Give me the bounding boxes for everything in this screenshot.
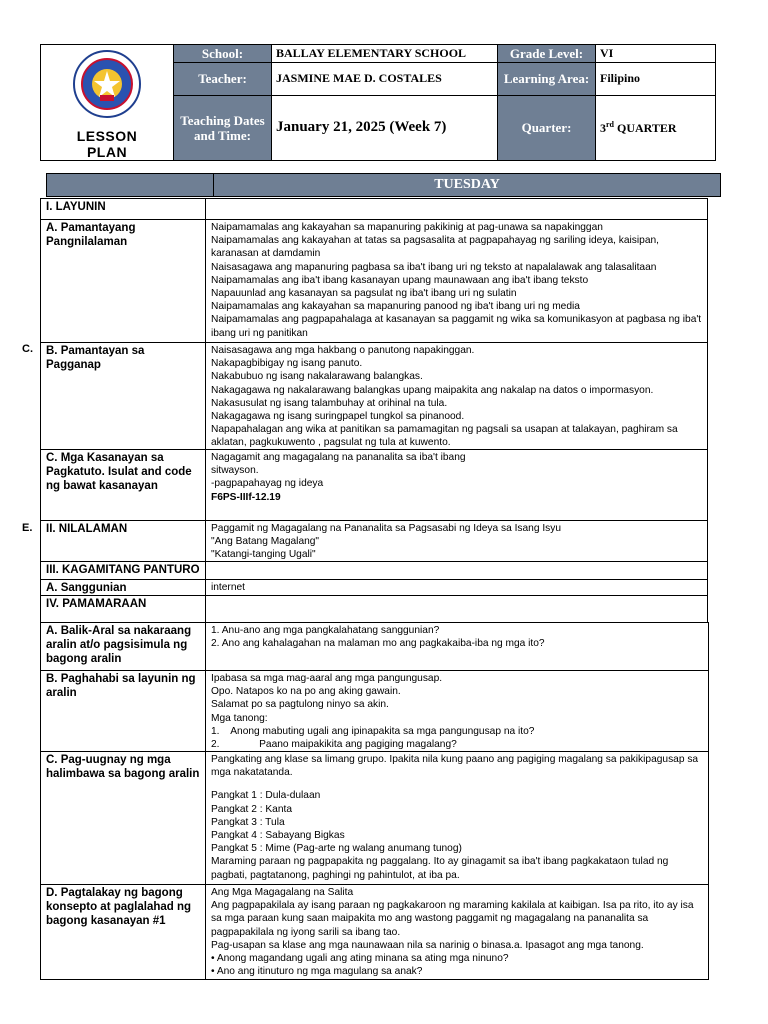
grade-label: Grade Level: bbox=[498, 45, 596, 63]
nilalaman-line: "Katangi-tanging Ugali" bbox=[211, 549, 316, 561]
teacher-label: Teacher: bbox=[174, 62, 272, 95]
kasanayan-label: C. Mga Kasanayan sa Pagkatuto. Isulat and code ng bawat kasanayan bbox=[41, 450, 206, 520]
pagtalakay-line: • Ano ang itinuturo ng mga magulang sa anak? bbox=[211, 966, 423, 978]
paguugnay-content bbox=[206, 752, 708, 884]
row-layunin bbox=[40, 198, 708, 220]
marker-e: E. bbox=[22, 522, 33, 534]
pamantayang-line: Naipamamalas ang kakayahan sa mapanuring panood ng iba't ibang uri ng media bbox=[211, 301, 580, 313]
pagganap-label: B. Pamantayan sa Pagganap bbox=[41, 343, 206, 449]
logo-cell bbox=[41, 45, 174, 161]
row-kagamitan bbox=[40, 561, 708, 580]
day-header-blank bbox=[47, 174, 214, 196]
kasanayan-line: sitwayson. bbox=[211, 465, 259, 477]
pamantayang-line: Naipamamalas ang kakayahan sa mapanuring pakikinig at pag-unawa sa napakinggan bbox=[211, 222, 603, 233]
lesson-header-table bbox=[40, 44, 716, 161]
lesson-plan-title bbox=[45, 128, 169, 160]
day-header-bar bbox=[46, 173, 721, 197]
pamantayang-line: Napauunlad ang kasanayan sa pagsulat ng iba't ibang uri ng sulatin bbox=[211, 288, 517, 300]
school-label: School: bbox=[174, 45, 272, 63]
quarter-label: Quarter: bbox=[498, 95, 596, 160]
paguugnay-group: Pangkat 1 : Dula-dulaan bbox=[211, 790, 321, 802]
pagganap-line: Nakasusulat ng isang talambuhay at orihinal na tula. bbox=[211, 397, 448, 409]
paghahabi-line: Ipabasa sa mga mag-aaral ang mga pangungusap. bbox=[211, 673, 443, 684]
kasanayan-line: -pagpapahayag ng ideya bbox=[211, 478, 324, 490]
kagamitan-content bbox=[206, 562, 707, 579]
row-paguugnay bbox=[40, 751, 709, 885]
pamantayang-line: Naipamamalas ang kakayahan at tatas sa pagsasalita at pagpapahayag ng sariling ideya, kaisipan, karanasan at damdamin bbox=[211, 235, 659, 260]
day-label: TUESDAY bbox=[214, 174, 720, 196]
paguugnay-group: Pangkat 3 : Tula bbox=[211, 816, 285, 828]
balik-aral-content bbox=[206, 623, 708, 670]
row-pamantayang-pangnilalaman bbox=[40, 219, 708, 343]
row-pamamaraan bbox=[40, 595, 708, 623]
pamantayang-label: A. Pamantayang Pangnilalaman bbox=[41, 220, 206, 342]
nilalaman-content bbox=[206, 521, 707, 561]
lesson-title-line1: LESSON bbox=[76, 128, 138, 144]
paghahabi-line: 2. Paano maipakikita ang pagiging magalang? bbox=[211, 739, 457, 751]
paghahabi-label: B. Paghahabi sa layunin ng aralin bbox=[41, 671, 206, 751]
pagganap-line: Napapahalagan ang wika at panitikan sa pamamagitan ng pagsali sa usapan at talakayan, paghiram sa aklatan, pagkukuwento , pagsulat ng tula at kuwento. bbox=[211, 424, 678, 449]
learning-area-label: Learning Area: bbox=[498, 62, 596, 95]
row-pagtalakay bbox=[40, 884, 709, 980]
row-sanggunian bbox=[40, 579, 708, 596]
pagganap-line: Nakapagbibigay ng isang panuto. bbox=[211, 358, 363, 370]
paguugnay-intro: Pangkating ang klase sa limang grupo. Ipakita nila kung paano ang pagiging magalang sa pakikipagusap sa mga nakatatanda. bbox=[211, 754, 699, 779]
pamamaraan-content bbox=[206, 596, 707, 622]
dates-value: January 21, 2025 (Week 7) bbox=[272, 95, 498, 160]
sanggunian-label: A. Sanggunian bbox=[41, 580, 206, 595]
pagganap-content bbox=[206, 343, 707, 449]
pagganap-line: Nakagagawa ng isang suringpapel tungkol sa pinanood. bbox=[211, 411, 465, 423]
row-nilalaman bbox=[40, 520, 708, 562]
quarter-word: QUARTER bbox=[614, 120, 677, 135]
paguugnay-group: Pangkat 4 : Sabayang Bigkas bbox=[211, 830, 345, 842]
paguugnay-group: Pangkat 5 : Mime (Pag-arte ng walang anumang tunog) bbox=[211, 843, 462, 855]
kasanayan-content bbox=[206, 450, 707, 520]
pamantayang-line: Naipamamalas ang iba't ibang kasanayan upang maunawaan ang iba't ibang teksto bbox=[211, 274, 589, 286]
kasanayan-line: Nagagamit ang magagalang na pananalita sa iba't ibang bbox=[211, 452, 466, 463]
balik-aral-label: A. Balik-Aral sa nakaraang aralin at/o pagsisimula ng bagong aralin bbox=[41, 623, 206, 670]
balik-aral-line: 1. Anu-ano ang mga pangkalahatang sanggunian? bbox=[211, 625, 440, 636]
quarter-value bbox=[596, 95, 716, 160]
lesson-title-line2: PLAN bbox=[86, 144, 128, 160]
pagtalakay-content bbox=[206, 885, 708, 979]
paghahabi-line: Salamat po sa pagtulong ninyo sa akin. bbox=[211, 699, 389, 711]
row-paghahabi bbox=[40, 670, 709, 752]
quarter-suffix: rd bbox=[606, 119, 614, 129]
spacer bbox=[211, 779, 703, 789]
paghahabi-content bbox=[206, 671, 708, 751]
pagganap-line: Nakabubuo ng isang nakalarawang balangkas. bbox=[211, 371, 423, 383]
pagtalakay-line: Ang pagpapakilala ay isang paraan ng pagkakaroon ng maraming kakilala at kaibigan. Isa pa rito, ito ay isa sa mga paraan kung saan maipakita mo ang wastong paggamit ng magagalang na pananalita sa pagpapakilala ng iyong sarili sa ibang tao. bbox=[211, 900, 694, 938]
balik-aral-line: 2. Ano ang kahalagahan na malaman mo ang pagkakaiba-iba ng mga ito? bbox=[211, 638, 545, 650]
pagtalakay-label: D. Pagtalakay ng bagong konsepto at paglalahad ng bagong kasanayan #1 bbox=[41, 885, 206, 979]
marker-c: C. bbox=[22, 343, 33, 355]
paguugnay-label: C. Pag-uugnay ng mga halimbawa sa bagong aralin bbox=[41, 752, 206, 884]
nilalaman-line: "Ang Batang Magalang" bbox=[211, 536, 320, 548]
nilalaman-line: Paggamit ng Magagalang na Pananalita sa Pagsasabi ng Ideya sa Isang Isyu bbox=[211, 523, 562, 534]
pagganap-line: Nakagagawa ng nakalarawang balangkas upang maipakita ang nakalap na datos o impormasyon. bbox=[211, 384, 654, 396]
pagtalakay-line: Pag-usapan sa klase ang mga naunawaan nila sa narinig o binasa.a. Ipasagot ang mga tanong. bbox=[211, 939, 644, 951]
pagganap-line: Naisasagawa ang mga hakbang o panutong napakinggan. bbox=[211, 345, 475, 356]
learning-area-value: Filipino bbox=[596, 62, 716, 95]
pagtalakay-line: Ang Mga Magagalang na Salita bbox=[211, 887, 354, 898]
pamamaraan-label: IV. PAMAMARAAN bbox=[41, 596, 206, 622]
sanggunian-value: internet bbox=[211, 582, 245, 593]
kagamitan-label: III. KAGAMITANG PANTURO bbox=[41, 562, 206, 579]
teacher-value: JASMINE MAE D. COSTALES bbox=[272, 62, 498, 95]
pagtalakay-line: • Anong magandang ugali ang ating minana sa ating mga ninuno? bbox=[211, 953, 509, 965]
layunin-content bbox=[206, 199, 707, 219]
quarter-number: 3 bbox=[600, 120, 606, 135]
paghahabi-line: 1. Anong mabuting ugali ang ipinapakita sa mga pangungusap na ito? bbox=[211, 725, 535, 737]
school-value: BALLAY ELEMENTARY SCHOOL bbox=[272, 45, 498, 63]
paguugnay-group: Pangkat 2 : Kanta bbox=[211, 803, 292, 815]
paguugnay-outro: Maraming paraan ng pagpapakita ng paggalang. Ito ay ginagamit sa iba't ibang pagkakataon tulad ng pagbati, pagtatanong, paghingi ng pahintulot, at iba pa. bbox=[211, 856, 669, 881]
pamantayang-line: Naisasagawa ang mapanuring pagbasa sa iba't ibang uri ng teksto at napalalawak ang talasalitaan bbox=[211, 261, 657, 273]
kasanayan-code: F6PS-IIIf-12.19 bbox=[211, 491, 281, 503]
paghahabi-line: Mga tanong: bbox=[211, 712, 268, 724]
layunin-label: I. LAYUNIN bbox=[41, 199, 206, 219]
row-pamantayan-pagganap bbox=[40, 342, 708, 450]
row-balik-aral bbox=[40, 622, 709, 671]
pamantayang-content bbox=[206, 220, 707, 342]
nilalaman-label: II. NILALAMAN bbox=[41, 521, 206, 561]
pamantayang-line: Naipamamalas ang pagpapahalaga at kasanayan sa paggamit ng wika sa komunikasyon at pagbasa ng iba't ibang uri ng panitikan bbox=[211, 314, 702, 339]
grade-value: VI bbox=[596, 45, 716, 63]
dates-label: Teaching Dates and Time: bbox=[174, 95, 272, 160]
paghahabi-line: Opo. Natapos ko na po ang aking gawain. bbox=[211, 686, 401, 698]
deped-seal-icon bbox=[72, 49, 142, 119]
row-kasanayan bbox=[40, 449, 708, 521]
